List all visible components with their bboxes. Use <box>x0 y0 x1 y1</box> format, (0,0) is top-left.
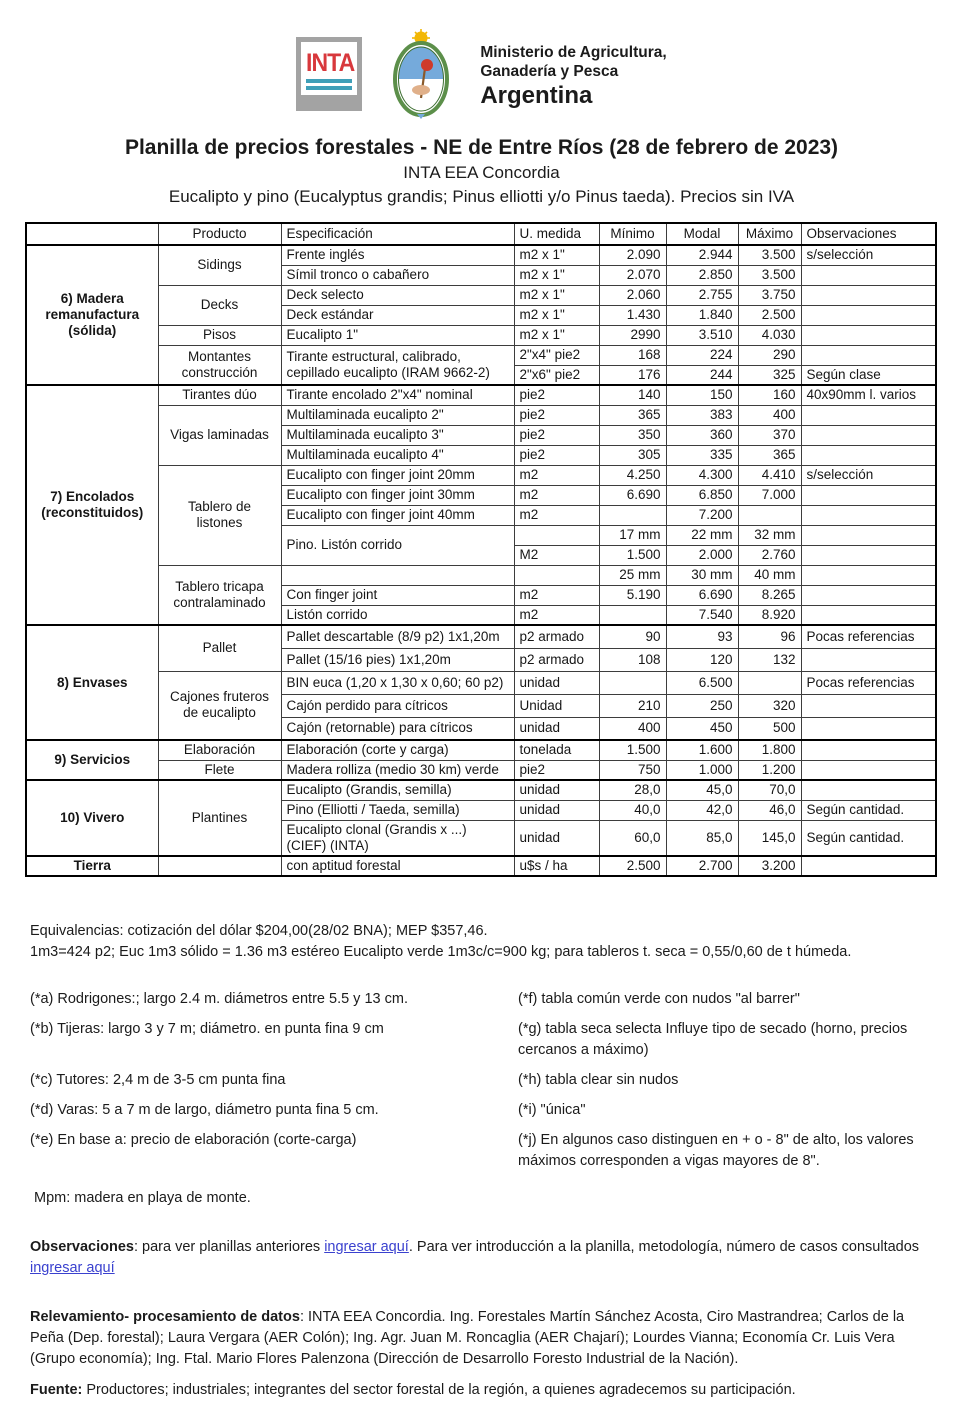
cell-min: 28,0 <box>599 780 666 800</box>
table-row <box>26 405 936 425</box>
cell-producto: Vigas laminadas <box>158 405 281 465</box>
cell-obs: Según cantidad. <box>801 800 936 820</box>
cell-modal: 42,0 <box>666 800 738 820</box>
cell-modal: 4.300 <box>666 465 738 485</box>
cell-section: 10) Vivero <box>26 780 158 856</box>
cell-modal: 360 <box>666 425 738 445</box>
cell-espec: Símil tronco o cabañero <box>281 265 514 285</box>
cell-modal: 7.200 <box>666 505 738 525</box>
cell-espec: Deck estándar <box>281 305 514 325</box>
cell-modal: 6.690 <box>666 585 738 605</box>
cell-obs <box>801 325 936 345</box>
cell-modal: 85,0 <box>666 820 738 856</box>
cell-espec: Eucalipto 1" <box>281 325 514 345</box>
cell-espec: Cajón (retornable) para cítricos <box>281 717 514 740</box>
cell-espec: Madera rolliza (medio 30 km) verde <box>281 760 514 780</box>
cell-unidad: m2 x 1" <box>514 245 599 265</box>
cell-obs <box>801 780 936 800</box>
cell-obs <box>801 648 936 671</box>
cell-max: 325 <box>738 365 801 385</box>
cell-obs <box>801 265 936 285</box>
cell-unidad: unidad <box>514 780 599 800</box>
cell-max: 96 <box>738 625 801 648</box>
column-header-section <box>26 223 158 245</box>
column-header-obs: Observaciones <box>801 223 936 245</box>
cell-min: 5.190 <box>599 585 666 605</box>
cell-espec: Listón corrido <box>281 605 514 625</box>
cell-max: 290 <box>738 345 801 365</box>
cell-min: 40,0 <box>599 800 666 820</box>
page-species-line: Eucalipto y pino (Eucalyptus grandis; Pinus elliotti y/o Pinus taeda). Precios sin IVA <box>168 187 795 206</box>
cell-max: 4.410 <box>738 465 801 485</box>
cell-unidad: m2 <box>514 485 599 505</box>
cell-max: 400 <box>738 405 801 425</box>
cell-unidad: 2"x6" pie2 <box>514 365 599 385</box>
cell-unidad: pie2 <box>514 385 599 405</box>
cell-modal: 3.510 <box>666 325 738 345</box>
cell-espec: BIN euca (1,20 x 1,30 x 0,60; 60 p2) <box>281 671 514 694</box>
cell-modal: 22 mm <box>666 525 738 545</box>
price-table-body <box>26 245 936 876</box>
cell-espec: Multilaminada eucalipto 4" <box>281 445 514 465</box>
cell-min: 60,0 <box>599 820 666 856</box>
inta-logo-text: INTA <box>306 48 355 77</box>
cell-modal: 250 <box>666 694 738 717</box>
mpm-note: Mpm: madera en playa de monte. <box>34 1189 251 1206</box>
cell-unidad: pie2 <box>514 425 599 445</box>
footnote-left: (*c) Tutores: 2,4 m de 3-5 cm punta fina <box>30 1071 286 1088</box>
cell-max: 46,0 <box>738 800 801 820</box>
cell-section: 8) Envases <box>26 625 158 740</box>
cell-espec: Frente inglés <box>281 245 514 265</box>
price-table <box>25 222 937 877</box>
cell-min <box>599 605 666 625</box>
cell-unidad: m2 x 1" <box>514 325 599 345</box>
cell-espec <box>281 565 514 585</box>
cell-unidad: m2 x 1" <box>514 265 599 285</box>
cell-min: 168 <box>599 345 666 365</box>
cell-producto: Pallet <box>158 625 281 671</box>
cell-unidad <box>514 565 599 585</box>
cell-obs: s/selección <box>801 465 936 485</box>
cell-producto: Flete <box>158 760 281 780</box>
cell-obs: Según cantidad. <box>801 820 936 856</box>
cell-min: 2990 <box>599 325 666 345</box>
cell-max: 32 mm <box>738 525 801 545</box>
cell-max: 8.265 <box>738 585 801 605</box>
table-row <box>26 760 936 780</box>
footnotes-grid <box>30 989 930 1172</box>
cell-obs <box>801 694 936 717</box>
header-logo-row <box>0 28 963 120</box>
cell-modal: 450 <box>666 717 738 740</box>
cell-unidad: m2 <box>514 585 599 605</box>
text-segment: : para ver planillas anteriores <box>133 1238 325 1255</box>
cell-max: 320 <box>738 694 801 717</box>
ministry-line2: Ganadería y Pesca <box>480 63 619 80</box>
cell-obs <box>801 585 936 605</box>
footnote-right: (*i) "única" <box>518 1101 586 1118</box>
cell-espec: Cajón perdido para cítricos <box>281 694 514 717</box>
equivalencias-line2: 1m3=424 p2; Euc 1m3 sólido = 1.36 m3 estéreo Eucalipto verde 1m3c/c=900 kg; para tableros t. seca = 0,55/0,60 de t húmeda. <box>30 943 852 960</box>
cell-max <box>738 671 801 694</box>
cell-min: 365 <box>599 405 666 425</box>
price-table-head <box>26 223 936 245</box>
table-row <box>26 780 936 800</box>
cell-min <box>599 671 666 694</box>
cell-min: 350 <box>599 425 666 445</box>
text-segment: : INTA EEA Concordia. Ing. Forestales Martín Sánchez Acosta, Ciro Mastrandrea; Carlos de la Peña (Dep. forestal); Laura Vergara (AER Colón); Ing. Agr. Juan M. Roncaglia (AER Chajarí); Lourdes Vianna; Economía Cr. Luis Vera (Grupo economía); Ing. Ftal. Mario Flores Palenzona (Dirección de Desarrollo Foresto Industrial de la Nación). <box>30 1308 905 1367</box>
inta-logo <box>296 37 362 111</box>
equivalencias-block <box>30 921 930 963</box>
cell-obs <box>801 717 936 740</box>
cell-espec: Eucalipto con finger joint 30mm <box>281 485 514 505</box>
cell-espec: con aptitud forestal <box>281 856 514 876</box>
cell-min: 1.500 <box>599 545 666 565</box>
column-header-min: Mínimo <box>599 223 666 245</box>
cell-max: 132 <box>738 648 801 671</box>
cell-max: 145,0 <box>738 820 801 856</box>
text-segment: Productores; industriales; integrantes del sector forestal de la región, a quienes agradecemos su participación. <box>82 1381 796 1398</box>
cell-unidad: Unidad <box>514 694 599 717</box>
cell-producto: Tablero de listones <box>158 465 281 565</box>
cell-unidad: pie2 <box>514 760 599 780</box>
table-row <box>26 345 936 365</box>
cell-producto: Plantines <box>158 780 281 856</box>
link-ingresar-aqui[interactable]: ingresar aquí <box>324 1238 409 1255</box>
cell-unidad: pie2 <box>514 405 599 425</box>
fuente-paragraph <box>30 1380 930 1401</box>
cell-espec: Eucalipto (Grandis, semilla) <box>281 780 514 800</box>
cell-obs <box>801 545 936 565</box>
cell-min: 210 <box>599 694 666 717</box>
ministry-country: Argentina <box>480 82 593 109</box>
cell-espec: Pallet (15/16 pies) 1x1,20m <box>281 648 514 671</box>
table-row <box>26 565 936 585</box>
table-row <box>26 285 936 305</box>
cell-modal: 30 mm <box>666 565 738 585</box>
cell-obs: s/selección <box>801 245 936 265</box>
cell-min: 400 <box>599 717 666 740</box>
cell-espec: Pino (Elliotti / Taeda, semilla) <box>281 800 514 820</box>
footnote-left: (*a) Rodrigones:; largo 2.4 m. diámetros entre 5.5 y 13 cm. <box>30 990 408 1007</box>
cell-espec: Multilaminada eucalipto 3" <box>281 425 514 445</box>
cell-max: 3.750 <box>738 285 801 305</box>
cell-modal: 93 <box>666 625 738 648</box>
cell-min <box>599 505 666 525</box>
cell-max: 2.760 <box>738 545 801 565</box>
cell-max: 1.200 <box>738 760 801 780</box>
cell-espec: Tirante encolado 2"x4" nominal <box>281 385 514 405</box>
cell-producto: Montantes construcción <box>158 345 281 385</box>
cell-obs <box>801 285 936 305</box>
cell-modal: 2.755 <box>666 285 738 305</box>
cell-producto: Elaboración <box>158 740 281 760</box>
cell-modal: 2.700 <box>666 856 738 876</box>
link-ingresar-aqui[interactable]: ingresar aquí <box>30 1259 115 1276</box>
cell-max: 1.800 <box>738 740 801 760</box>
cell-obs: Según clase <box>801 365 936 385</box>
footnote-right: (*g) tabla seca selecta Influye tipo de secado (horno, precios cercanos a máximo) <box>518 1020 908 1058</box>
cell-modal: 2.000 <box>666 545 738 565</box>
cell-section: Tierra <box>26 856 158 876</box>
cell-section: 9) Servicios <box>26 740 158 780</box>
inta-logo-bar <box>306 79 352 83</box>
cell-obs <box>801 856 936 876</box>
footnote-left: (*d) Varas: 5 a 7 m de largo, diámetro punta fina 5 cm. <box>30 1101 379 1118</box>
cell-modal: 383 <box>666 405 738 425</box>
cell-min: 1.430 <box>599 305 666 325</box>
column-header-modal: Modal <box>666 223 738 245</box>
cell-modal: 1.600 <box>666 740 738 760</box>
cell-unidad: unidad <box>514 820 599 856</box>
cell-min: 305 <box>599 445 666 465</box>
cell-obs <box>801 525 936 545</box>
cell-min: 176 <box>599 365 666 385</box>
cell-min: 2.500 <box>599 856 666 876</box>
cell-unidad: unidad <box>514 717 599 740</box>
cell-producto: Tirantes dúo <box>158 385 281 405</box>
cell-obs <box>801 565 936 585</box>
table-row <box>26 465 936 485</box>
cell-min: 2.070 <box>599 265 666 285</box>
cell-modal: 6.850 <box>666 485 738 505</box>
table-row <box>26 625 936 648</box>
paragraph-lead: Observaciones <box>30 1238 134 1255</box>
equivalencias-line1: Equivalencias: cotización del dólar $204,00(28/02 BNA); MEP $357,46. <box>30 922 488 939</box>
cell-obs <box>801 740 936 760</box>
text-segment: . Para ver introducción a la planilla, metodología, número de casos consultados <box>408 1238 920 1255</box>
cell-section: 7) Encolados (reconstituidos) <box>26 385 158 625</box>
footnote-right: (*h) tabla clear sin nudos <box>518 1071 679 1088</box>
page-subtitle: INTA EEA Concordia <box>403 163 560 182</box>
cell-unidad: unidad <box>514 671 599 694</box>
cell-modal: 244 <box>666 365 738 385</box>
cell-max: 2.500 <box>738 305 801 325</box>
table-row <box>26 325 936 345</box>
cell-obs <box>801 305 936 325</box>
cell-modal: 2.850 <box>666 265 738 285</box>
cell-modal: 150 <box>666 385 738 405</box>
cell-min: 25 mm <box>599 565 666 585</box>
cell-max: 160 <box>738 385 801 405</box>
cell-unidad: m2 <box>514 465 599 485</box>
cell-espec: Pino. Listón corrido <box>281 525 514 565</box>
ministry-line1: Ministerio de Agricultura, <box>480 44 667 61</box>
cell-modal: 1.840 <box>666 305 738 325</box>
column-header-espec: Especificación <box>281 223 514 245</box>
column-header-producto: Producto <box>158 223 281 245</box>
cell-obs <box>801 345 936 365</box>
cell-espec: Tirante estructural, calibrado, cepillado eucalipto (IRAM 9662-2) <box>281 345 514 385</box>
cell-espec: Multilaminada eucalipto 2" <box>281 405 514 425</box>
cell-obs: Pocas referencias <box>801 625 936 648</box>
cell-max: 500 <box>738 717 801 740</box>
cell-producto: Decks <box>158 285 281 325</box>
cell-obs <box>801 505 936 525</box>
cell-max: 7.000 <box>738 485 801 505</box>
footnote-right: (*f) tabla común verde con nudos "al barrer" <box>518 990 800 1007</box>
cell-modal: 224 <box>666 345 738 365</box>
cell-producto: Pisos <box>158 325 281 345</box>
footnote-right: (*j) En algunos caso distinguen en + o - 8" de alto, los valores máximos corresponden a vigas mayores de 8". <box>518 1131 914 1169</box>
table-header-row <box>26 223 936 245</box>
cell-producto: Tablero tricapa contralaminado <box>158 565 281 625</box>
cell-unidad: 2"x4" pie2 <box>514 345 599 365</box>
cell-unidad: pie2 <box>514 445 599 465</box>
cell-max: 370 <box>738 425 801 445</box>
cell-max: 4.030 <box>738 325 801 345</box>
cell-espec: Con finger joint <box>281 585 514 605</box>
cell-max: 3.200 <box>738 856 801 876</box>
cell-obs <box>801 425 936 445</box>
cell-unidad: u$s / ha <box>514 856 599 876</box>
cell-obs <box>801 605 936 625</box>
cell-obs <box>801 760 936 780</box>
cell-min: 90 <box>599 625 666 648</box>
cell-max <box>738 505 801 525</box>
cell-producto <box>158 856 281 876</box>
cell-min: 17 mm <box>599 525 666 545</box>
cell-obs: Pocas referencias <box>801 671 936 694</box>
observaciones-paragraph <box>30 1237 930 1279</box>
cell-espec: Deck selecto <box>281 285 514 305</box>
cell-section: 6) Madera remanufactura (sólida) <box>26 245 158 385</box>
cell-unidad: m2 x 1" <box>514 305 599 325</box>
relevamiento-paragraph <box>30 1307 930 1370</box>
cell-max: 3.500 <box>738 265 801 285</box>
cell-modal: 45,0 <box>666 780 738 800</box>
cell-unidad: unidad <box>514 800 599 820</box>
paragraph-lead: Fuente: <box>30 1381 83 1398</box>
cell-min: 140 <box>599 385 666 405</box>
cell-espec: Pallet descartable (8/9 p2) 1x1,20m <box>281 625 514 648</box>
cell-unidad: tonelada <box>514 740 599 760</box>
cell-modal: 6.500 <box>666 671 738 694</box>
ministry-title-block <box>480 43 667 109</box>
cell-modal: 1.000 <box>666 760 738 780</box>
cell-max: 3.500 <box>738 245 801 265</box>
cell-espec: Eucalipto clonal (Grandis x ...) (CIEF) (INTA) <box>281 820 514 856</box>
cell-modal: 2.944 <box>666 245 738 265</box>
cell-producto: Cajones fruteros de eucalipto <box>158 671 281 740</box>
footnote-left: (*b) Tijeras: largo 3 y 7 m; diámetro. en punta fina 9 cm <box>30 1020 384 1037</box>
cell-unidad: M2 <box>514 545 599 565</box>
column-header-max: Máximo <box>738 223 801 245</box>
cell-espec: Elaboración (corte y carga) <box>281 740 514 760</box>
cell-min: 108 <box>599 648 666 671</box>
inta-logo-bar <box>306 86 352 90</box>
cell-min: 1.500 <box>599 740 666 760</box>
column-header-unidad: U. medida <box>514 223 599 245</box>
table-row <box>26 671 936 694</box>
cell-unidad: p2 armado <box>514 648 599 671</box>
cell-obs <box>801 485 936 505</box>
cell-unidad: m2 x 1" <box>514 285 599 305</box>
paragraph-lead: Relevamiento- procesamiento de datos <box>30 1308 300 1325</box>
footnote-left: (*e) En base a: precio de elaboración (corte-carga) <box>30 1131 357 1148</box>
table-row <box>26 856 936 876</box>
cell-unidad <box>514 525 599 545</box>
table-row <box>26 740 936 760</box>
cell-modal: 7.540 <box>666 605 738 625</box>
cell-min: 750 <box>599 760 666 780</box>
table-row <box>26 385 936 405</box>
cell-modal: 120 <box>666 648 738 671</box>
cell-max: 8.920 <box>738 605 801 625</box>
cell-obs: 40x90mm l. varios <box>801 385 936 405</box>
cell-unidad: m2 <box>514 605 599 625</box>
cell-min: 2.060 <box>599 285 666 305</box>
cell-obs <box>801 445 936 465</box>
cell-obs <box>801 405 936 425</box>
cell-producto: Sidings <box>158 245 281 285</box>
page-title: Planilla de precios forestales - NE de Entre Ríos (28 de febrero de 2023) <box>124 136 839 159</box>
cell-min: 6.690 <box>599 485 666 505</box>
cell-min: 2.090 <box>599 245 666 265</box>
cell-espec: Eucalipto con finger joint 40mm <box>281 505 514 525</box>
cell-modal: 335 <box>666 445 738 465</box>
cell-max: 70,0 <box>738 780 801 800</box>
cell-max: 365 <box>738 445 801 465</box>
cell-unidad: p2 armado <box>514 625 599 648</box>
cell-espec: Eucalipto con finger joint 20mm <box>281 465 514 485</box>
cell-unidad: m2 <box>514 505 599 525</box>
table-row <box>26 245 936 265</box>
cell-max: 40 mm <box>738 565 801 585</box>
argentina-coat-of-arms-icon <box>390 28 452 120</box>
cell-min: 4.250 <box>599 465 666 485</box>
